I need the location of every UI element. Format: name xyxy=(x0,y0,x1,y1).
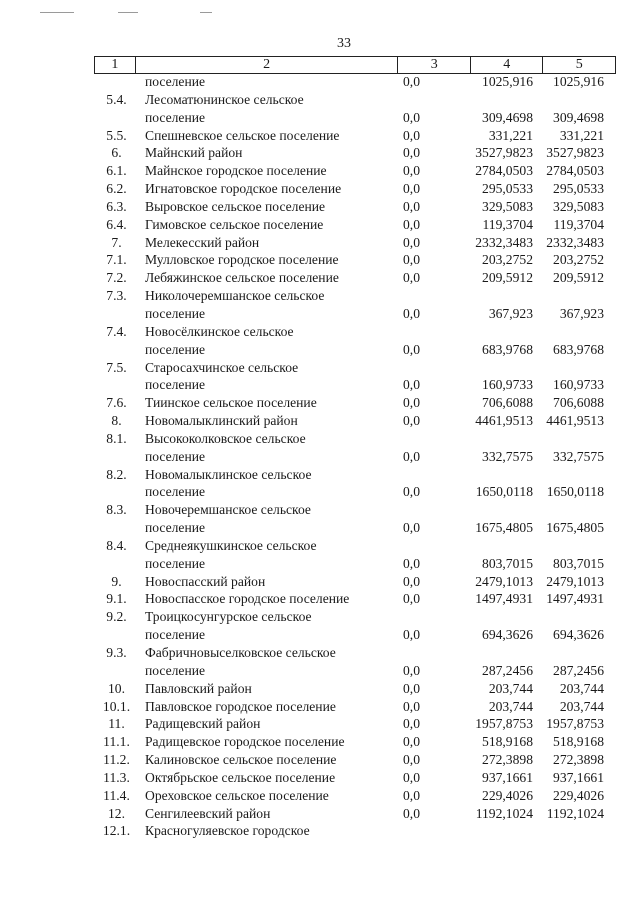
row-name-line: Троицкосунгурское сельское xyxy=(145,609,312,625)
row-number: 8. xyxy=(111,413,122,429)
row-name-line: Новоспасское городское поселение xyxy=(145,591,350,607)
row-number: 11.3. xyxy=(103,769,130,785)
row-number: 7.6. xyxy=(106,395,127,411)
table-row xyxy=(94,324,616,360)
row-value-col3: 0,0 xyxy=(403,181,420,197)
row-value-col5: 3527,9823 xyxy=(546,145,604,161)
row-number: 7.2. xyxy=(106,270,127,286)
row-number: 6.3. xyxy=(106,198,127,214)
table-row xyxy=(94,770,616,788)
row-name-line: Выровское сельское поселение xyxy=(145,198,326,214)
row-name-line: Майнское городское поселение xyxy=(145,163,327,179)
row-value-col3: 0,0 xyxy=(403,127,420,143)
row-value-col4: 1192,1024 xyxy=(475,805,533,821)
table-row xyxy=(94,145,616,163)
row-name-line: Новочеремшанское сельское xyxy=(145,502,311,518)
row-number: 7.1. xyxy=(106,252,127,268)
row-value-col4: 329,5083 xyxy=(482,198,533,214)
table-row xyxy=(94,128,616,146)
row-value-col4: 209,5912 xyxy=(482,270,533,286)
row-name-line: Павловский район xyxy=(145,680,252,696)
row-value-col5: 203,744 xyxy=(559,698,604,714)
row-name-line: Ореховское сельское поселение xyxy=(145,787,329,803)
table-row xyxy=(94,574,616,592)
scan-artifact xyxy=(40,12,74,13)
row-value-col4: 119,3704 xyxy=(482,216,533,232)
row-value-col4: 309,4698 xyxy=(482,109,533,125)
row-value-col4: 331,221 xyxy=(488,127,533,143)
row-name-line: Сенгилеевский район xyxy=(145,805,271,821)
table-row xyxy=(94,360,616,396)
header-col-3: 3 xyxy=(398,57,471,73)
row-value-col5: 287,2456 xyxy=(553,662,604,678)
row-value-col5: 329,5083 xyxy=(553,198,604,214)
row-number: 9. xyxy=(111,573,122,589)
row-name-line: Павловское городское поселение xyxy=(145,698,336,714)
row-value-col3: 0,0 xyxy=(403,591,420,607)
row-value-col4: 295,0533 xyxy=(482,181,533,197)
header-col-4: 4 xyxy=(471,57,544,73)
scan-artifact xyxy=(200,12,212,13)
page-number: 33 xyxy=(337,36,351,51)
row-name-line: поселение xyxy=(145,662,206,678)
row-value-col5: 803,7015 xyxy=(553,555,604,571)
row-number: 12. xyxy=(108,805,125,821)
row-name-line: Мулловское городское поселение xyxy=(145,252,339,268)
row-name-line: Лебяжинское сельское поселение xyxy=(145,270,339,286)
table-row xyxy=(94,288,616,324)
table-row xyxy=(94,591,616,609)
row-name-line: поселение xyxy=(145,555,206,571)
row-name-line: поселение xyxy=(145,74,206,89)
table-row xyxy=(94,217,616,235)
row-value-col4: 1650,0118 xyxy=(475,484,533,500)
row-value-col5: 332,7575 xyxy=(553,448,604,464)
row-name-line: Новомалыклинский район xyxy=(145,413,298,429)
row-number: 7.5. xyxy=(106,359,127,375)
row-number: 8.4. xyxy=(106,537,127,553)
table-row xyxy=(94,716,616,734)
row-name-line: Радищевское городское поселение xyxy=(145,734,345,750)
row-value-col4: 706,6088 xyxy=(482,395,533,411)
row-value-col3: 0,0 xyxy=(403,573,420,589)
row-value-col5: 4461,9513 xyxy=(546,413,604,429)
row-number: 6. xyxy=(111,145,122,161)
row-number: 6.1. xyxy=(106,163,127,179)
row-value-col3: 0,0 xyxy=(403,341,420,357)
row-value-col4: 518,9168 xyxy=(482,734,533,750)
row-value-col5: 2479,1013 xyxy=(546,573,604,589)
row-value-col4: 2332,3483 xyxy=(475,234,533,250)
table-row xyxy=(94,609,616,645)
row-value-col5: 209,5912 xyxy=(553,270,604,286)
row-value-col5: 229,4026 xyxy=(553,787,604,803)
row-number: 10.1. xyxy=(102,698,131,714)
row-name-line: поселение xyxy=(145,520,206,536)
row-name-line: поселение xyxy=(145,305,206,321)
header-col-1: 1 xyxy=(95,57,136,73)
table-row xyxy=(94,74,616,92)
row-value-col3: 0,0 xyxy=(403,395,420,411)
row-value-col5: 1025,916 xyxy=(553,74,604,89)
row-value-col4: 287,2456 xyxy=(482,662,533,678)
row-number: 6.2. xyxy=(106,181,127,197)
table-row xyxy=(94,235,616,253)
row-name-line: Игнатовское городское поселение xyxy=(145,181,342,197)
table-row xyxy=(94,699,616,717)
row-value-col5: 1650,0118 xyxy=(546,484,604,500)
row-value-col5: 2332,3483 xyxy=(546,234,604,250)
row-value-col3: 0,0 xyxy=(403,198,420,214)
row-value-col5: 1675,4805 xyxy=(546,520,604,536)
row-number: 11.4. xyxy=(103,787,130,803)
header-col-5: 5 xyxy=(575,57,583,72)
row-name-line: Среднеякушкинское сельское xyxy=(145,537,317,553)
row-number: 9.1. xyxy=(106,591,127,607)
row-name-line: поселение xyxy=(145,109,206,125)
table-row xyxy=(94,92,616,128)
table-row xyxy=(94,181,616,199)
row-number: 8.2. xyxy=(106,466,127,482)
row-value-col5: 937,1661 xyxy=(553,769,604,785)
table-row xyxy=(94,252,616,270)
row-value-col3: 0,0 xyxy=(403,662,420,678)
row-number: 11.1. xyxy=(103,734,130,750)
row-value-col5: 2784,0503 xyxy=(546,163,604,179)
row-name-line: Новомалыклинское сельское xyxy=(145,466,312,482)
row-value-col3: 0,0 xyxy=(403,769,420,785)
table-body xyxy=(94,74,616,841)
table-row xyxy=(94,270,616,288)
row-name-line: Октябрьское сельское поселение xyxy=(145,769,336,785)
row-name-line: Высококолковское сельское xyxy=(145,430,306,446)
row-name-line: Радищевский район xyxy=(145,716,261,732)
table-row xyxy=(94,734,616,752)
row-name-line: поселение xyxy=(145,627,206,643)
row-value-col3: 0,0 xyxy=(403,109,420,125)
row-name-line: Новоспасский район xyxy=(145,573,266,589)
table-row xyxy=(94,645,616,681)
scan-artifact xyxy=(118,12,138,13)
row-name-line: Калиновское сельское поселение xyxy=(145,752,337,768)
table-row xyxy=(94,538,616,574)
table-row xyxy=(94,467,616,503)
row-value-col5: 160,9733 xyxy=(553,377,604,393)
row-number: 9.2. xyxy=(106,609,127,625)
row-value-col4: 160,9733 xyxy=(482,377,533,393)
table-row xyxy=(94,752,616,770)
row-value-col5: 1497,4931 xyxy=(546,591,604,607)
row-value-col4: 229,4026 xyxy=(482,787,533,803)
row-value-col4: 2784,0503 xyxy=(475,163,533,179)
row-value-col4: 2479,1013 xyxy=(475,573,533,589)
row-name-line: поселение xyxy=(145,341,206,357)
row-number: 11. xyxy=(108,716,125,732)
table-header xyxy=(94,56,616,74)
row-value-col3: 0,0 xyxy=(403,698,420,714)
row-name-line: Николочеремшанское сельское xyxy=(145,288,325,304)
row-value-col3: 0,0 xyxy=(403,216,420,232)
table-row xyxy=(94,788,616,806)
row-value-col3: 0,0 xyxy=(403,555,420,571)
row-value-col5: 331,221 xyxy=(559,127,604,143)
row-value-col4: 4461,9513 xyxy=(475,413,533,429)
row-value-col3: 0,0 xyxy=(403,680,420,696)
row-value-col5: 367,923 xyxy=(559,305,604,321)
row-value-col5: 1957,8753 xyxy=(546,716,604,732)
row-value-col3: 0,0 xyxy=(403,234,420,250)
row-value-col5: 295,0533 xyxy=(553,181,604,197)
table-row xyxy=(94,163,616,181)
table-row xyxy=(94,823,616,841)
table-row xyxy=(94,395,616,413)
table-row xyxy=(94,681,616,699)
row-number: 12.1. xyxy=(102,823,131,839)
row-name-line: Лесоматюнинское сельское xyxy=(145,91,304,107)
row-value-col4: 937,1661 xyxy=(482,769,533,785)
row-value-col4: 3527,9823 xyxy=(475,145,533,161)
table-row xyxy=(94,502,616,538)
header-col-2: 2 xyxy=(136,57,399,73)
row-value-col3: 0,0 xyxy=(403,787,420,803)
row-value-col3: 0,0 xyxy=(403,752,420,768)
row-value-col4: 367,923 xyxy=(488,305,533,321)
table-row xyxy=(94,806,616,824)
row-value-col3: 0,0 xyxy=(403,520,420,536)
row-value-col3: 0,0 xyxy=(403,305,420,321)
row-value-col5: 694,3626 xyxy=(553,627,604,643)
row-value-col3: 0,0 xyxy=(403,377,420,393)
row-value-col3: 0,0 xyxy=(403,163,420,179)
row-value-col5: 309,4698 xyxy=(553,109,604,125)
row-number: 10. xyxy=(108,680,125,696)
row-value-col3: 0,0 xyxy=(403,484,420,500)
row-number: 8.1. xyxy=(106,430,127,446)
row-value-col3: 0,0 xyxy=(403,805,420,821)
row-value-col5: 518,9168 xyxy=(553,734,604,750)
row-name-line: Старосахчинское сельское xyxy=(145,359,299,375)
budget-table xyxy=(94,56,616,841)
row-value-col4: 203,2752 xyxy=(482,252,533,268)
row-name-line: Новосёлкинское сельское xyxy=(145,323,294,339)
table-row xyxy=(94,199,616,217)
row-value-col3: 0,0 xyxy=(403,716,420,732)
row-name-line: Майнский район xyxy=(145,145,243,161)
row-name-line: Спешневское сельское поселение xyxy=(145,127,340,143)
row-value-col3: 0,0 xyxy=(403,734,420,750)
row-number: 9.3. xyxy=(106,645,127,660)
row-name-line: поселение xyxy=(145,448,206,464)
row-value-col4: 683,9768 xyxy=(482,341,533,357)
row-number: 7. xyxy=(111,234,122,250)
row-number: 11.2. xyxy=(103,752,130,768)
row-number: 5.4. xyxy=(106,91,127,107)
row-value-col4: 1497,4931 xyxy=(475,591,533,607)
row-value-col5: 683,9768 xyxy=(553,341,604,357)
row-value-col5: 706,6088 xyxy=(553,395,604,411)
table-row xyxy=(94,431,616,467)
row-name-line: Фабричновыселковское сельское xyxy=(145,645,336,660)
row-value-col4: 272,3898 xyxy=(482,752,533,768)
row-value-col5: 272,3898 xyxy=(553,752,604,768)
table-row xyxy=(94,413,616,431)
row-value-col5: 203,2752 xyxy=(553,252,604,268)
row-number: 5.5. xyxy=(106,127,127,143)
row-value-col3: 0,0 xyxy=(403,627,420,643)
row-value-col3: 0,0 xyxy=(403,145,420,161)
row-value-col5: 119,3704 xyxy=(553,216,604,232)
row-value-col3: 0,0 xyxy=(403,448,420,464)
row-name-line: поселение xyxy=(145,484,206,500)
row-value-col5: 203,744 xyxy=(559,680,604,696)
row-value-col3: 0,0 xyxy=(403,270,420,286)
row-number: 8.3. xyxy=(106,502,127,518)
row-value-col4: 1675,4805 xyxy=(475,520,533,536)
row-name-line: Мелекесский район xyxy=(145,234,260,250)
row-value-col4: 694,3626 xyxy=(482,627,533,643)
row-name-line: Красногуляевское городское xyxy=(145,823,310,839)
row-name-line: Гимовское сельское поселение xyxy=(145,216,324,232)
row-value-col4: 803,7015 xyxy=(482,555,533,571)
row-value-col4: 203,744 xyxy=(488,698,533,714)
row-value-col4: 203,744 xyxy=(488,680,533,696)
row-value-col3: 0,0 xyxy=(403,413,420,429)
row-value-col5: 1192,1024 xyxy=(546,805,604,821)
row-name-line: Тиинское сельское поселение xyxy=(145,395,317,411)
row-number: 6.4. xyxy=(106,216,127,232)
row-value-col3: 0,0 xyxy=(403,252,420,268)
row-number: 7.4. xyxy=(106,323,127,339)
row-number: 7.3. xyxy=(106,288,127,304)
row-value-col3: 0,0 xyxy=(403,74,420,89)
row-value-col4: 1025,916 xyxy=(482,74,533,89)
row-name-line: поселение xyxy=(145,377,206,393)
row-value-col4: 1957,8753 xyxy=(475,716,533,732)
row-value-col4: 332,7575 xyxy=(482,448,533,464)
